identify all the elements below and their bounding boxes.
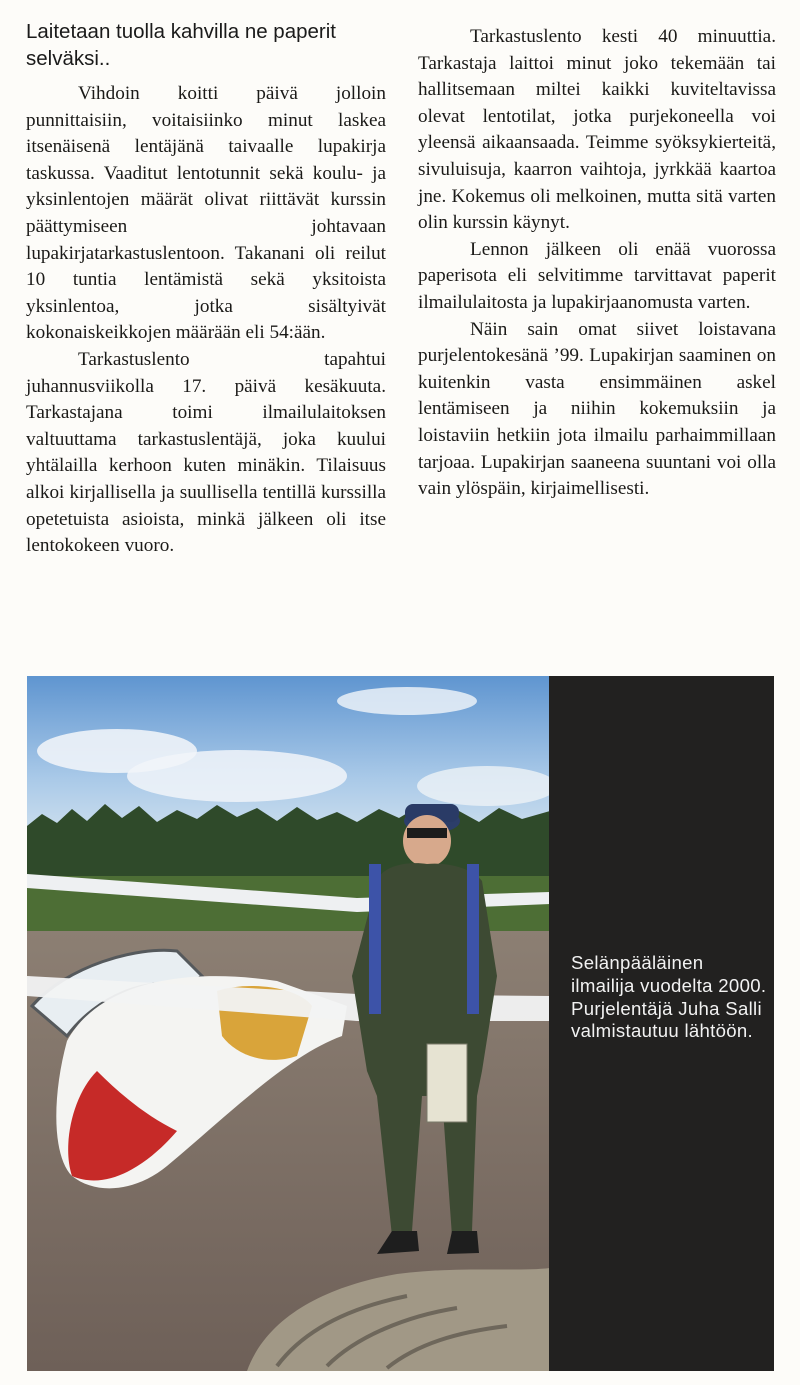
- paragraph: Lennon jälkeen oli enää vuorossa paperisota eli selvitimme tarvittavat paperit ilmailulaitosta ja lupakirjaanomusta varten.: [418, 238, 776, 313]
- article-heading: Laitetaan tuolla kahvilla ne paperit selväksi..: [26, 20, 336, 70]
- caption-panel: [549, 676, 774, 1371]
- paragraph: Näin sain omat siivet loistavana purjelentokesänä ’99. Lupakirjan saaminen on kuitenkin vasta ensimmäinen askel lentämiseen ja niihin kokemuksiin ja loistaviin hetkiin jota ilmailu parhaimmillaan tarjoaa. Lupakirjan saaneena suuntani voi olla vain ylöspäin, kirjaimellisesti.: [418, 318, 776, 500]
- paragraph: Tarkastuslento kesti 40 minuuttia. Tarkastaja laittoi minut joko tekemään tai hallitsemaan miltei kaikki kuviteltavissa olevat lentotilat, jotka purjekoneella voi yleensä aikaansaada. Teimme syöksykierteitä, sivuluisuja, kaarron vaihtoja, jyrkkää kaartoa jne. Kokemus oli melkoinen, mutta sitä varten olin kurssin käynyt.: [418, 26, 776, 234]
- right-column: [418, 24, 776, 503]
- left-column: [26, 81, 386, 560]
- glider-pilot-photo: [27, 676, 550, 1371]
- paragraph: Vihdoin koitti päivä jolloin punnittaisiin, voitaisiinko minut laskea itsenäisenä lentäjänä taivaalle lupakirja taskussa. Vaaditut lentotunnit sekä koulu- ja yksinlentojen määrät olivat riittävät kurssin päättymiseen johtavaan lupakirjatarkastuslentoon. Takanani oli reilut 10 tuntia lentämistä sekä yksitoista yksinlentoa, jotka sisältyivät kokonaiskeikkojen määrään eli 54:ään.: [26, 83, 386, 344]
- photo-caption: Selänpääläinen ilmailija vuodelta 2000. Purjelentäjä Juha Salli valmistautuu lähtöön.: [571, 952, 767, 1042]
- paragraph: Tarkastuslento tapahtui juhannusviikolla 17. päivä kesäkuuta. Tarkastajana toimi ilmailulaitoksen valtuuttama tarkastuslentäjä, joka kuului yhtälailla kerhoon kuten minäkin. Tilaisuus alkoi kirjallisella ja suullisella tentillä kurssilla opetetuista asioista, minkä jälkeen oli itse lentokokeen vuoro.: [26, 348, 386, 557]
